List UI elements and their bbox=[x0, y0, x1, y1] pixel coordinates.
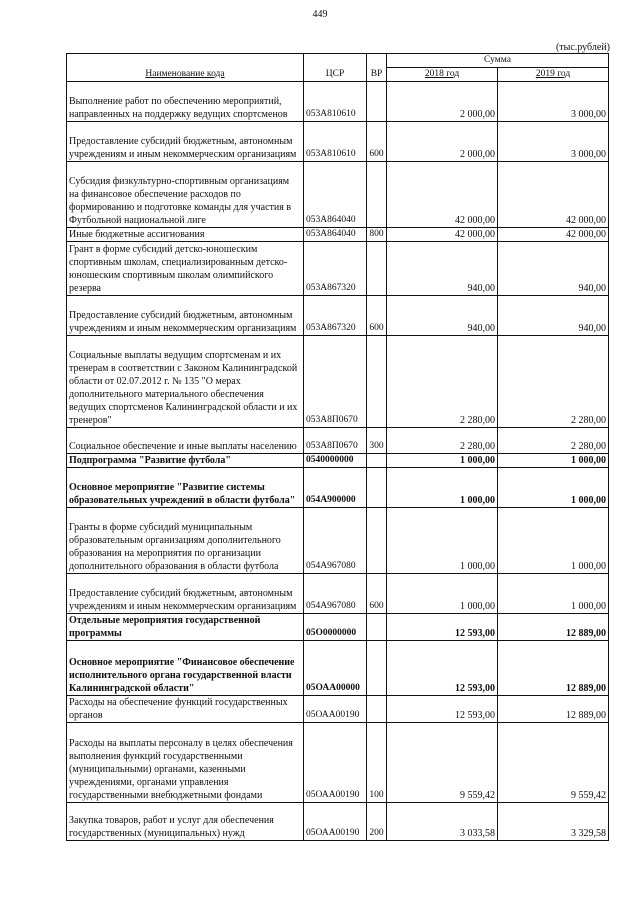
row-2018-value: 1 000,00 bbox=[387, 454, 498, 468]
table-row bbox=[67, 696, 609, 723]
row-csr-cell: 05О0000000 bbox=[304, 614, 367, 641]
header-2018: 2018 год bbox=[387, 68, 498, 82]
row-2019-value: 2 280,00 bbox=[498, 428, 609, 454]
row-vr-cell: 100 bbox=[367, 723, 387, 803]
row-2018-value: 2 280,00 bbox=[387, 336, 498, 428]
row-name-cell: Отдельные мероприятия государственной программы bbox=[67, 614, 304, 641]
row-vr-cell bbox=[367, 641, 387, 696]
row-vr-cell: 300 bbox=[367, 428, 387, 454]
row-2019-value: 12 889,00 bbox=[498, 641, 609, 696]
row-name-cell: Закупка товаров, работ и услуг для обеспечения государственных (муниципальных) нужд bbox=[67, 803, 304, 841]
row-2018-value: 9 559,42 bbox=[387, 723, 498, 803]
table-row bbox=[67, 82, 609, 122]
row-vr-cell bbox=[367, 508, 387, 574]
row-2018-value: 2 280,00 bbox=[387, 428, 498, 454]
table-row bbox=[67, 242, 609, 296]
row-name-cell: Предоставление субсидий бюджетным, автономным учреждениям и иным некоммерческим организациям bbox=[67, 122, 304, 162]
units-label: (тыс.рублей) bbox=[555, 42, 610, 53]
row-2019-value: 3 000,00 bbox=[498, 82, 609, 122]
table-row bbox=[67, 508, 609, 574]
row-vr-cell bbox=[367, 336, 387, 428]
row-vr-cell bbox=[367, 82, 387, 122]
row-2018-value: 2 000,00 bbox=[387, 122, 498, 162]
row-2019-value: 2 280,00 bbox=[498, 336, 609, 428]
row-2019-value: 9 559,42 bbox=[498, 723, 609, 803]
row-vr-cell bbox=[367, 454, 387, 468]
row-csr-cell: 053А8П0670 bbox=[304, 428, 367, 454]
row-2018-value: 1 000,00 bbox=[387, 574, 498, 614]
row-name-cell: Расходы на выплаты персоналу в целях обеспечения выполнения функций государственными (муниципальными) органами, казенными учреждениями, органами управления государственными внебюджетными фондами bbox=[67, 723, 304, 803]
row-name-cell: Субсидия физкультурно-спортивным организациям на финансовое обеспечение расходов по формированию и подготовке команды для участия в Футбольной национальной лиге bbox=[67, 162, 304, 228]
row-2018-value: 940,00 bbox=[387, 296, 498, 336]
row-csr-cell: 053А864040 bbox=[304, 162, 367, 228]
row-name-cell: Социальные выплаты ведущим спортсменам и их тренерам в соответствии с Законом Калининградской области от 02.07.2012 г. № 135 "О мерах дополнительного материального обеспечения ведущих спортсменов Калининградской области и их тренеров" bbox=[67, 336, 304, 428]
header-vr: ВР bbox=[367, 54, 387, 82]
table-row bbox=[67, 723, 609, 803]
row-csr-cell: 05ОАА00190 bbox=[304, 723, 367, 803]
row-2019-value: 42 000,00 bbox=[498, 228, 609, 242]
row-vr-cell: 600 bbox=[367, 122, 387, 162]
row-name-cell: Социальное обеспечение и иные выплаты населению bbox=[67, 428, 304, 454]
table-row bbox=[67, 162, 609, 228]
row-2019-value: 42 000,00 bbox=[498, 162, 609, 228]
row-csr-cell: 053А867320 bbox=[304, 296, 367, 336]
header-csr: ЦСР bbox=[304, 54, 367, 82]
row-2019-value: 3 329,58 bbox=[498, 803, 609, 841]
table-row bbox=[67, 574, 609, 614]
row-name-cell: Предоставление субсидий бюджетным, автономным учреждениям и иным некоммерческим организациям bbox=[67, 574, 304, 614]
row-vr-cell bbox=[367, 696, 387, 723]
row-name-cell: Выполнение работ по обеспечению мероприятий, направленных на поддержку ведущих спортсменов bbox=[67, 82, 304, 122]
row-2018-value: 3 033,58 bbox=[387, 803, 498, 841]
row-2018-value: 1 000,00 bbox=[387, 508, 498, 574]
header-2019: 2019 год bbox=[498, 68, 609, 82]
table-row bbox=[67, 296, 609, 336]
row-2018-value: 2 000,00 bbox=[387, 82, 498, 122]
table-header bbox=[67, 54, 609, 82]
row-2018-value: 42 000,00 bbox=[387, 162, 498, 228]
row-vr-cell bbox=[367, 468, 387, 508]
row-csr-cell: 05ОАА00190 bbox=[304, 696, 367, 723]
row-csr-cell: 053А810610 bbox=[304, 122, 367, 162]
row-2018-value: 940,00 bbox=[387, 242, 498, 296]
row-name-cell: Основное мероприятие "Финансовое обеспечение исполнительного органа государственной власти Калининградской области" bbox=[67, 641, 304, 696]
row-2018-value: 1 000,00 bbox=[387, 468, 498, 508]
row-name-cell: Подпрограмма "Развитие футбола" bbox=[67, 454, 304, 468]
header-sum: Сумма bbox=[387, 54, 609, 68]
row-2019-value: 12 889,00 bbox=[498, 614, 609, 641]
row-name-cell: Иные бюджетные ассигнования bbox=[67, 228, 304, 242]
row-2019-value: 1 000,00 bbox=[498, 468, 609, 508]
row-2018-value: 12 593,00 bbox=[387, 614, 498, 641]
row-vr-cell bbox=[367, 242, 387, 296]
row-csr-cell: 0540000000 bbox=[304, 454, 367, 468]
page-number: 449 bbox=[312, 9, 328, 20]
row-name-cell: Грант в форме субсидий детско-юношеским спортивным школам, специализированным детско-юношеским спортивным школам олимпийского резерва bbox=[67, 242, 304, 296]
table-row bbox=[67, 454, 609, 468]
row-csr-cell: 05ОАА00000 bbox=[304, 641, 367, 696]
table-row bbox=[67, 803, 609, 841]
row-2019-value: 1 000,00 bbox=[498, 454, 609, 468]
row-name-cell: Расходы на обеспечение функций государственных органов bbox=[67, 696, 304, 723]
row-name-cell: Предоставление субсидий бюджетным, автономным учреждениям и иным некоммерческим организациям bbox=[67, 296, 304, 336]
row-csr-cell: 054А967080 bbox=[304, 574, 367, 614]
row-csr-cell: 054А967080 bbox=[304, 508, 367, 574]
row-2018-value: 12 593,00 bbox=[387, 641, 498, 696]
row-name-cell: Гранты в форме субсидий муниципальным образовательным организациям дополнительного образования на мероприятия по организации дополнительного образования в области футбола bbox=[67, 508, 304, 574]
row-csr-cell: 053А867320 bbox=[304, 242, 367, 296]
row-2019-value: 12 889,00 bbox=[498, 696, 609, 723]
table-row bbox=[67, 641, 609, 696]
table-row bbox=[67, 228, 609, 242]
budget-table bbox=[66, 53, 609, 841]
table-row bbox=[67, 122, 609, 162]
row-2019-value: 1 000,00 bbox=[498, 574, 609, 614]
row-csr-cell: 054А900000 bbox=[304, 468, 367, 508]
table-row bbox=[67, 614, 609, 641]
row-2019-value: 3 000,00 bbox=[498, 122, 609, 162]
row-vr-cell bbox=[367, 162, 387, 228]
row-vr-cell: 800 bbox=[367, 228, 387, 242]
row-vr-cell: 600 bbox=[367, 296, 387, 336]
table-row bbox=[67, 428, 609, 454]
row-vr-cell bbox=[367, 614, 387, 641]
row-2018-value: 42 000,00 bbox=[387, 228, 498, 242]
row-csr-cell: 053А864040 bbox=[304, 228, 367, 242]
row-vr-cell: 600 bbox=[367, 574, 387, 614]
row-csr-cell: 05ОАА00190 bbox=[304, 803, 367, 841]
table-row bbox=[67, 468, 609, 508]
row-2019-value: 940,00 bbox=[498, 296, 609, 336]
row-2019-value: 1 000,00 bbox=[498, 508, 609, 574]
row-2019-value: 940,00 bbox=[498, 242, 609, 296]
header-name: Наименование кода bbox=[67, 54, 304, 82]
row-csr-cell: 053А810610 bbox=[304, 82, 367, 122]
table-body bbox=[67, 82, 609, 841]
table-row bbox=[67, 336, 609, 428]
row-name-cell: Основное мероприятие "Развитие системы образовательных учреждений в области футбола" bbox=[67, 468, 304, 508]
row-vr-cell: 200 bbox=[367, 803, 387, 841]
row-2018-value: 12 593,00 bbox=[387, 696, 498, 723]
row-csr-cell: 053А8П0670 bbox=[304, 336, 367, 428]
